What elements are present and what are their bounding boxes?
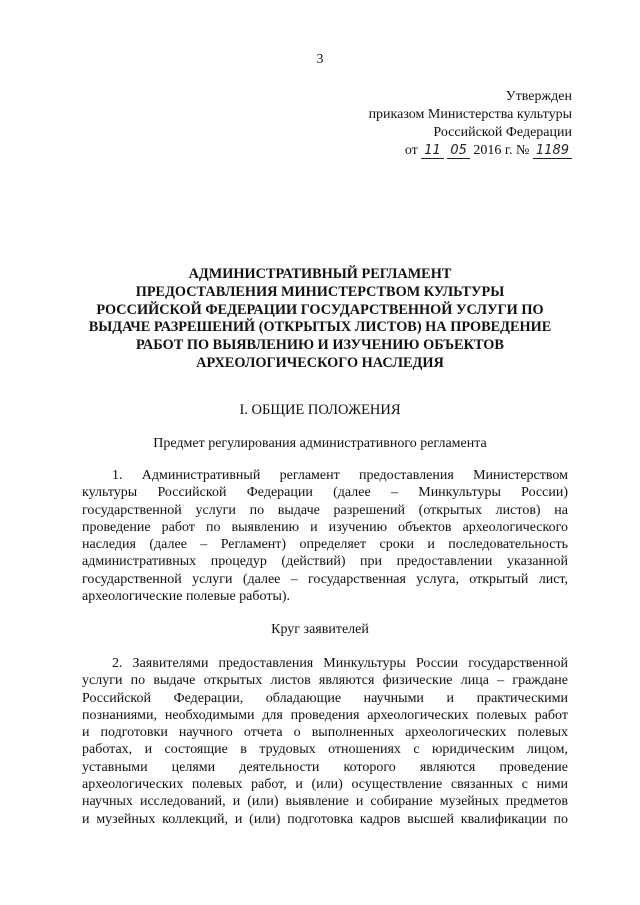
title-line: РАБОТ ПО ВЫЯВЛЕНИЮ И ИЗУЧЕНИЮ ОБЪЕКТОВ xyxy=(136,337,504,354)
paragraph-line: государственной услуги (далее – государственная услуга, открытый лист, xyxy=(82,571,568,587)
document-title xyxy=(60,266,580,373)
subheading-regulation-subject: Предмет регулирования административного регламента xyxy=(153,436,487,451)
paragraph-line: проведение работ по выявлению и изучению объектов археологического xyxy=(82,519,568,535)
paragraph-2 xyxy=(82,655,568,828)
date-year: 2016 г. № xyxy=(473,143,530,158)
date-prefix: от xyxy=(404,143,418,158)
paragraph-line: культуры Российской Федерации (далее – Минкультуры России) xyxy=(82,485,568,501)
handwritten-month: 05 xyxy=(447,144,470,159)
approval-line-3: Российской Федерации xyxy=(433,125,572,140)
approval-date-line xyxy=(369,142,572,160)
paragraph-line: и музейных коллекций, и (или) подготовка кадров высшей квалификации по xyxy=(82,811,568,827)
paragraph-line: 1. Административный регламент предоставления Министерством xyxy=(112,468,568,483)
paragraph-line: 2. Заявителями предоставления Минкультуры России государственной xyxy=(112,656,568,671)
paragraph-line: государственной услуги по выдаче разрешений (открытых листов) на xyxy=(82,502,568,518)
page-number: 3 xyxy=(316,52,324,67)
title-line: ВЫДАЧЕ РАЗРЕШЕНИЙ (ОТКРЫТЫХ ЛИСТОВ) НА ПРОВЕДЕНИЕ xyxy=(88,319,552,336)
paragraph-line: познаниями, необходимыми для проведения археологических полевых работ xyxy=(82,707,568,723)
paragraph-line: уставными целями деятельности которого являются проведение xyxy=(82,759,568,775)
handwritten-day: 11 xyxy=(421,144,444,159)
approval-line-1: Утвержден xyxy=(505,89,572,104)
paragraph-line: работах, и состоящие в трудовых отношениях с юридическим лицом, xyxy=(82,742,568,758)
paragraph-line: услуги по выдаче открытых листов являются физические лица – граждане xyxy=(82,673,568,689)
paragraph-line: и подготовки научного отчета о выполненных археологических полевых xyxy=(82,725,568,741)
paragraph-line: научных исследований, и (или) выявление и собирание музейных предметов xyxy=(82,794,568,810)
handwritten-order-number: 1189 xyxy=(533,144,572,159)
approval-line-2: приказом Министерства культуры xyxy=(368,107,572,122)
paragraph-line: Российской Федерации, обладающие научными и практическими xyxy=(82,690,568,706)
paragraph-line: археологических полевых работ, и (или) осуществление связанных с ними xyxy=(82,777,568,793)
title-line: АРХЕОЛОГИЧЕСКОГО НАСЛЕДИЯ xyxy=(196,354,444,371)
title-line: ПРЕДОСТАВЛЕНИЯ МИНИСТЕРСТВОМ КУЛЬТУРЫ xyxy=(135,283,505,300)
title-line: РОССИЙСКОЙ ФЕДЕРАЦИИ ГОСУДАРСТВЕННОЙ УСЛУГИ ПО xyxy=(96,301,544,318)
subheading-applicants: Круг заявителей xyxy=(271,622,369,637)
paragraph-line: административных процедур (действий) при предоставлении указанной xyxy=(82,554,568,570)
approval-stamp xyxy=(369,88,572,160)
title-line: АДМИНИСТРАТИВНЫЙ РЕГЛАМЕНТ xyxy=(188,266,452,282)
paragraph-line: археологические полевые работы). xyxy=(82,589,291,605)
paragraph-1 xyxy=(82,467,568,605)
paragraph-line: наследия (далее – Регламент) определяет сроки и последовательность xyxy=(82,537,568,553)
section-heading: I. ОБЩИЕ ПОЛОЖЕНИЯ xyxy=(239,402,401,418)
